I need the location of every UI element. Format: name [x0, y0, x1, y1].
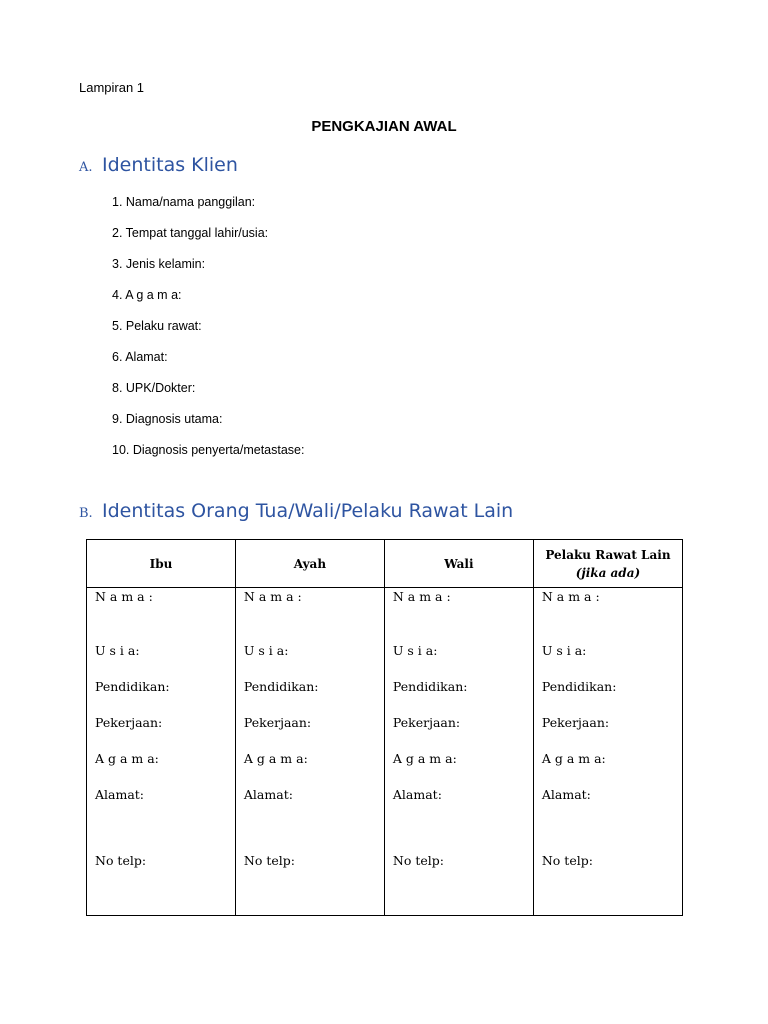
list-item: 8. UPK/Dokter: — [112, 381, 196, 395]
column-header-ibu — [87, 540, 236, 588]
field-agama: A g a m a: — [392, 751, 457, 766]
list-item: 2. Tempat tanggal lahir/usia: — [112, 226, 269, 240]
field-alamat: Alamat: — [541, 787, 591, 802]
field-nama: N a m a : — [243, 589, 302, 604]
field-pendidikan: Pendidikan: — [95, 679, 170, 694]
list-item: 3. Jenis kelamin: — [112, 257, 206, 271]
section-a-title: Identitas Klien — [102, 154, 238, 176]
list-item: 4. A g a m a: — [112, 288, 182, 302]
cell-wali — [384, 588, 533, 916]
section-b-letter: B. — [79, 506, 93, 521]
field-agama: A g a m a: — [95, 751, 159, 766]
field-usia: U s i a: — [95, 643, 140, 658]
field-usia: U s i a: — [541, 643, 587, 658]
section-a-letter: A. — [79, 160, 93, 175]
field-alamat: Alamat: — [95, 787, 145, 802]
column-header-label: Wali — [444, 556, 474, 571]
list-item: 5. Pelaku rawat: — [112, 319, 202, 333]
section-b-heading — [79, 500, 513, 522]
column-header-label: Ayah — [293, 556, 327, 571]
cell-pelaku-rawat — [533, 588, 682, 916]
section-b-title: Identitas Orang Tua/Wali/Pelaku Rawat Lain — [102, 500, 514, 522]
field-pendidikan: Pendidikan: — [392, 679, 468, 694]
column-header-ayah — [235, 540, 384, 588]
field-pekerjaan: Pekerjaan: — [243, 715, 312, 730]
list-item: 9. Diagnosis utama: — [112, 412, 223, 426]
client-identity-list — [112, 194, 304, 473]
column-header-label: Pelaku Rawat Lain — [545, 547, 671, 562]
field-usia: U s i a: — [243, 643, 289, 658]
cell-ayah — [235, 588, 384, 916]
list-item: 6. Alamat: — [112, 350, 168, 364]
appendix-label: Lampiran 1 — [79, 80, 145, 95]
field-pekerjaan: Pekerjaan: — [392, 715, 461, 730]
field-agama: A g a m a: — [541, 751, 606, 766]
field-pendidikan: Pendidikan: — [541, 679, 617, 694]
field-telp: No telp: — [541, 853, 593, 868]
field-agama: A g a m a: — [243, 751, 308, 766]
cell-ibu — [87, 588, 236, 916]
guardian-table — [86, 539, 683, 916]
field-pekerjaan: Pekerjaan: — [541, 715, 610, 730]
field-telp: No telp: — [95, 853, 147, 868]
list-item: 1. Nama/nama panggilan: — [112, 195, 256, 209]
field-usia: U s i a: — [392, 643, 438, 658]
column-header-label: Ibu — [149, 556, 173, 571]
table-row — [87, 588, 683, 916]
field-telp: No telp: — [392, 853, 444, 868]
field-alamat: Alamat: — [243, 787, 293, 802]
field-nama: N a m a : — [392, 589, 451, 604]
column-header-pelaku-rawat — [533, 540, 682, 588]
column-header-wali — [384, 540, 533, 588]
table-header-row — [87, 540, 683, 588]
column-header-sublabel: (jika ada) — [575, 565, 641, 580]
page-title: PENGKAJIAN AWAL — [311, 118, 457, 135]
section-a-heading — [79, 154, 238, 176]
field-nama: N a m a : — [541, 589, 600, 604]
field-telp: No telp: — [243, 853, 295, 868]
field-pekerjaan: Pekerjaan: — [95, 715, 163, 730]
field-alamat: Alamat: — [392, 787, 442, 802]
list-item: 10. Diagnosis penyerta/metastase: — [112, 443, 305, 457]
field-nama: N a m a : — [95, 589, 153, 604]
field-pendidikan: Pendidikan: — [243, 679, 319, 694]
